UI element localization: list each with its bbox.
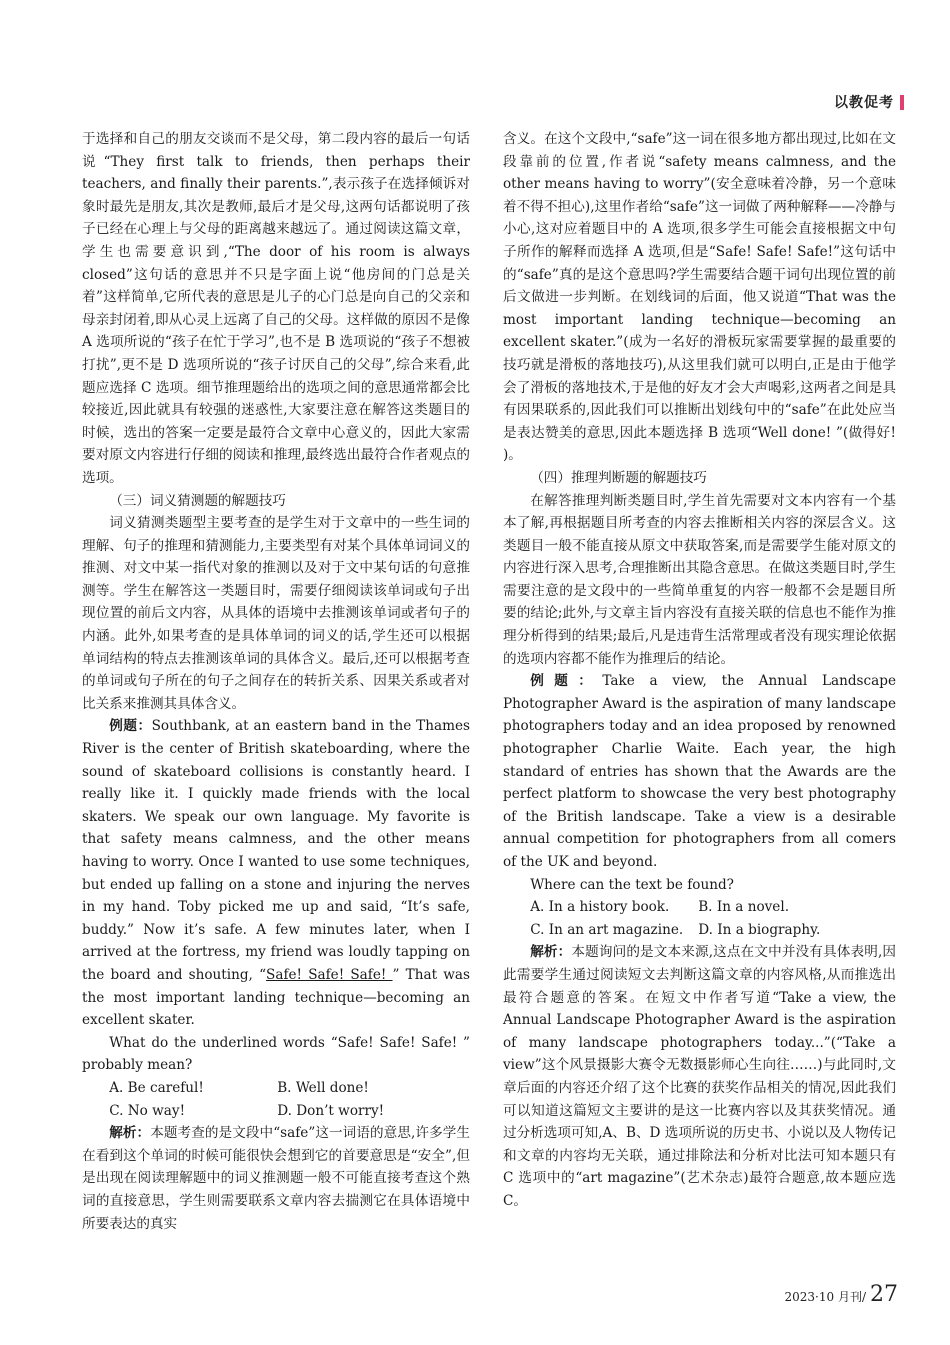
- issue-label: 2023·10 月刊/: [784, 1290, 866, 1304]
- page-footer: [785, 1282, 898, 1307]
- paragraph: 含义。在这个文段中,“safe”这一词在很多地方都出现过,比如在文段靠前的位置,作者说“safety means calmness, and the other means having to worry”(安全意味着冷静，另一个意味着不得不担心),这里作者给“safe”这一词做了两种解释——冷静与小心,这对应着题目中的 A 选项,很多学生可能会直接根据文中句子所作的解释而选择 A 选项,但是“Safe! Safe! Safe!”这句话中的“safe”真的是这个意思吗?学生需要结合题干词句出现位置的前后文做进一步判断。在划线词的后面，他又说道“That was the most important landing technique—becoming an excellent skater.”(成为一名好的滑板玩家需要掌握的最重要的技巧就是滑板的落地技巧),从这里我们就可以明白,正是由于他学会了滑板的落地技术,于是他的好友才会大声喝彩,这两者之间是具有因果联系的,因此我们可以推断出划线句中的“safe”在此处应当是表达赞美的意思,因此本题选择 B 选项“Well done! ”(做得好! )。: [503, 131, 896, 464]
- column-tag-bar: [900, 95, 904, 110]
- option-a: A. Be careful!: [109, 1079, 204, 1096]
- example-label: 例题：: [530, 673, 603, 690]
- section-heading: （四）推理判断题的解题技巧: [530, 469, 707, 486]
- right-column: [503, 128, 896, 1213]
- example-text: Take a view, the Annual Landscape Photographer Award is the aspiration of many landscape photographers today and an idea proposed by renowned photographer Charlie Waite. Each year, the high standard of entries has shown that the Awards are the perfect platform to showcase the very best photography of the British landscape. Take a view is a desirable annual competition for photographers from all comers of the UK and beyond.: [503, 673, 897, 870]
- option-b: B. In a novel.: [698, 899, 790, 916]
- section-heading: （三）词义猜测题的解题技巧: [109, 492, 286, 509]
- paragraph: 在解答推理判断类题目时,学生首先需要对文本内容有一个基本了解,再根据题目所考查的内容去推断相关内容的深层含义。这类题目一般不能直接从原文中获取答案,而是需要学生能对原文的内容进行深入思考,合理推断出其隐含意思。在做这类题目时,学生需要注意的是文段中的一些简单重复的内容一般都不会是题目所要的结论;此外,与文章主旨内容没有直接关联的信息也不能作为推理分析得到的结果;最后,凡是违背生活常理或者没有现实理论依据的选项内容都不能作为推理后的结论。: [503, 492, 896, 667]
- example-tail: ” That was the most important landing technique—becoming an excellent skater.: [82, 966, 470, 1029]
- analysis-text: 本题询问的是文本来源,这点在文中并没有具体表明,因此需要学生通过阅读短文去判断这篇文章的内容风格,从而推选出最符合题意的答案。在短文中作者写道“Take a view, the Annual Landscape Photographer Award is the aspiration of many landscape photographers today...”(“Take a view”这个风景摄影大赛令无数摄影师心生向往……)与此同时,文章后面的内容还介绍了这个比赛的获奖作品相关的情况,因此我们可以知道这篇短文主要讲的是这一比赛内容以及其获奖情况。通过分析选项可知,A、B、D 选项所说的历史书、小说以及人物传记和文章的内容均无关联，通过排除法和分析对比法可知本题只有 C 选项中的“art magazine”(艺术杂志)最符合题意,故本题应选 C。: [503, 944, 897, 1209]
- example-label: 例题：: [109, 718, 152, 735]
- analysis-text: 本题考查的是文段中“safe”这一词语的意思,许多学生在看到这个单词的时候可能很快会想到它的首要意思是“安全”,但是出现在阅读理解题中的词义推测题一般不可能直接考查这个熟词的直接意思，学生则需要联系文章内容去揣测它在具体语境中所要表达的真实: [82, 1125, 470, 1232]
- option-a: A. In a history book.: [530, 899, 670, 916]
- option-b: B. Well done!: [277, 1079, 369, 1096]
- options-row: [503, 919, 896, 942]
- option-c: C. No way!: [109, 1102, 186, 1119]
- paragraph: 词义猜测类题型主要考查的是学生对于文章中的一些生词的理解、句子的推理和猜测能力,主要类型有对某个具体单词词义的推测、对文中某一指代对象的推测以及对于文中某句话的句意推测等。学生在解答这一类题目时，需要仔细阅读该单词或句子出现位置的前后文内容，从具体的语境中去推测该单词或者句子的内涵。此外,如果考查的是具体单词的词义的话,学生还可以根据单词结构的特点去推测该单词的具体含义。最后,还可以根据考查的单词或句子所在的句子之间存在的转折关系、因果关系或者对比关系来推测其具体含义。: [82, 515, 470, 712]
- options-row: [503, 896, 896, 919]
- example-paragraph: [82, 715, 470, 1031]
- paragraph: 于选择和自己的朋友交谈而不是父母，第二段内容的最后一句话说“They first talk to friends, then perhaps their teachers, and finally their parents.”,表示孩子在选择倾诉对象时最先是朋友,其次是教师,最后才是父母,这两句话都说明了孩子已经在心理上与父母的距离越来越远了。通过阅读这篇文章，学生也需要意识到,“The door of his room is always closed”这句话的意思并不只是字面上说“他房间的门总是关着”这样简单,它所代表的意思是儿子的心门总是向自己的父亲和母亲封闭着,即从心灵上远离了自己的父母。这样做的原因不是像 A 选项所说的“孩子在忙于学习”,也不是 B 选项说的“孩子不想被打扰”,更不是 D 选项所说的“孩子讨厌自己的父母”,综合来看,此题应选择 C 选项。细节推理题给出的选项之间的意思通常都会比较接近,因此就具有较强的迷惑性,大家要注意在解答这类题目的时候，选出的答案一定要是最符合文章中心意义的，因此大家需要对原文内容进行仔细的阅读和推理,最终选出最符合作者观点的选项。: [82, 131, 470, 486]
- analysis-paragraph: [503, 941, 896, 1212]
- column-tag: [834, 92, 904, 112]
- option-c: C. In an art magazine.: [530, 921, 684, 938]
- example-text: Southbank, at an eastern band in the Thames River is the center of British skateboarding, where the sound of skateboard collisions is constantly heard. I really like it. I quickly made friends with the local skaters. We speak our own language. My favorite is that safety means calmness, and the other means having to worry. Once I wanted to use some techniques, but ended up falling on a stone and injuring the nerves in my hand. Toby picked me up and said, “It’s safe, buddy.” Now it’s safe. A few minutes later, when I arrived at the fortress, my friend was loudly tapping on the board and shouting, “: [82, 718, 470, 983]
- option-d: D. Don’t worry!: [277, 1102, 385, 1119]
- analysis-label: 解析：: [109, 1125, 151, 1142]
- question: Where can the text be found?: [530, 876, 734, 893]
- options-row: [82, 1100, 470, 1123]
- question: What do the underlined words “Safe! Safe! Safe! ” probably mean?: [82, 1034, 470, 1074]
- analysis-label: 解析：: [530, 944, 572, 961]
- page-number: 27: [870, 1282, 898, 1307]
- options-row: [82, 1077, 470, 1100]
- option-d: D. In a biography.: [698, 921, 821, 938]
- underlined-words: Safe! Safe! Safe!: [266, 966, 393, 983]
- column-tag-label: 以教促考: [834, 95, 894, 111]
- left-column: [82, 128, 470, 1235]
- analysis-paragraph: [82, 1122, 470, 1235]
- example-paragraph: [503, 670, 896, 873]
